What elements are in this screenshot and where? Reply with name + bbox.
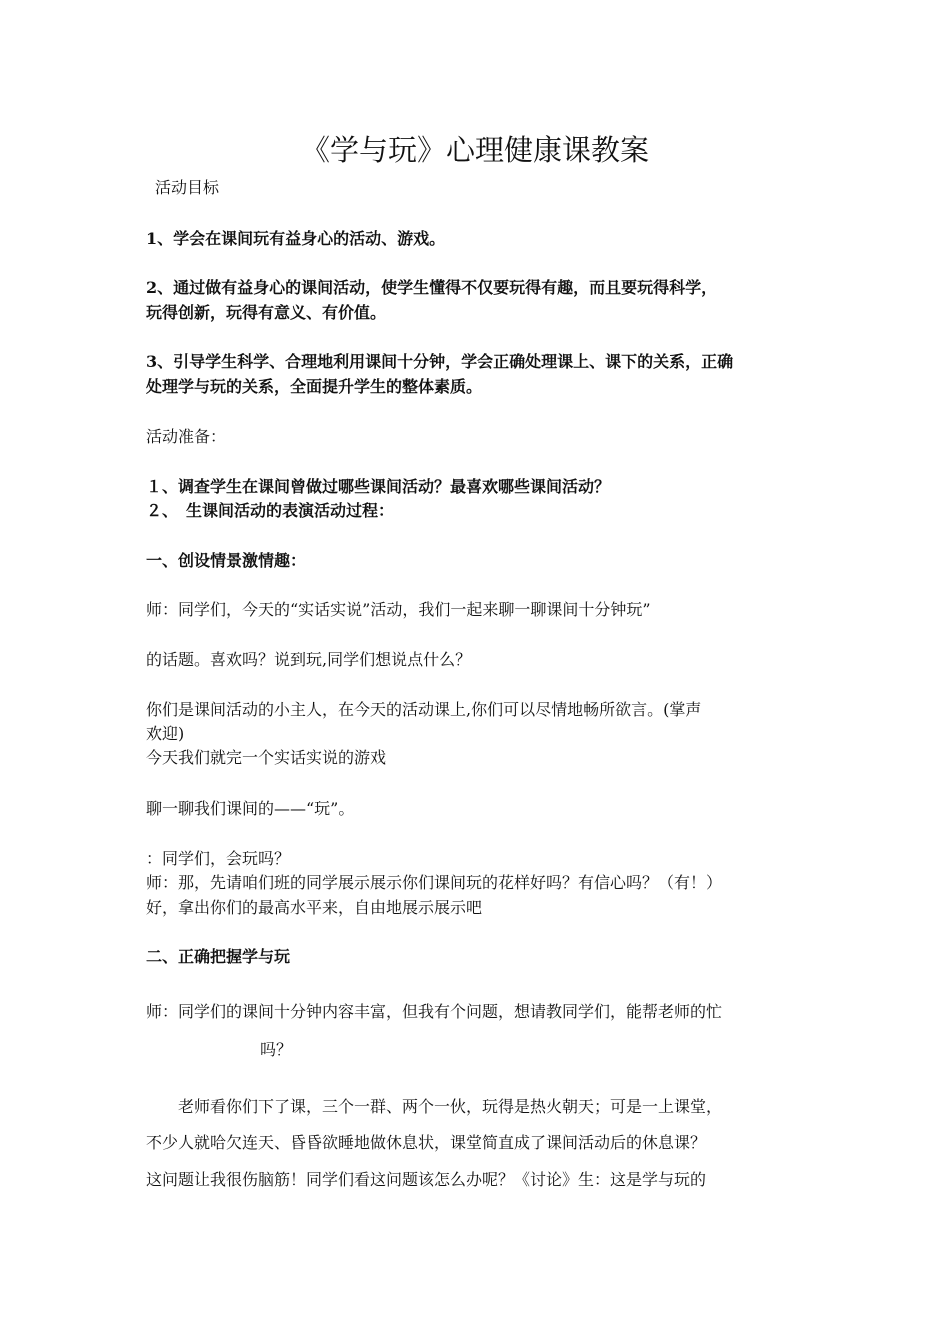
goal-2-line-1: 2、通过做有益身心的课间活动，使学生懂得不仅要玩得有趣，而且要玩得科学， (146, 278, 718, 297)
paragraph-9-line-3: 这问题让我很伤脑筋！同学们看这问题该怎么办呢？《讨论》生：这是学与玩的 (146, 1170, 707, 1189)
paragraph-8-line-1: 师：同学们的课间十分钟内容丰富，但我有个问题，想请教同学们，能帮老师的忙 (146, 1002, 723, 1021)
paragraph-5: 聊一聊我们课间的——“玩”。 (146, 799, 355, 818)
paragraph-3-line-2: 欢迎) (146, 724, 185, 743)
goal-3-line-1: 3、引导学生科学、合理地利用课间十分钟，学会正确处理课上、课下的关系，正确 (146, 352, 734, 371)
document-title: 《学与玩》心理健康课教案 (300, 133, 649, 167)
paragraph-4: 今天我们就完一个实话实说的游戏 (146, 748, 387, 767)
paragraph-8-line-2: 吗？ (260, 1040, 293, 1059)
paragraph-1: 师：同学们，今天的“实话实说”活动，我们一起来聊一聊课间十分钟玩” (146, 600, 651, 619)
paragraph-2: 的话题。喜欢吗？说到玩,同学们想说点什么？ (146, 650, 472, 669)
prep-item-1: １、调查学生在课间曾做过哪些课间活动？最喜欢哪些课间活动？ (146, 477, 611, 496)
paragraph-6: ：同学们，会玩吗？ (146, 849, 291, 868)
section-prep-heading: 活动准备： (146, 427, 227, 446)
paragraph-7-line-1: 师：那，先请咱们班的同学展示展示你们课间玩的花样好吗？有信心吗？（有！） (146, 873, 723, 892)
paragraph-3-line-1: 你们是课间活动的小主人，在今天的活动课上,你们可以尽情地畅所欲言。(掌声 (146, 700, 702, 719)
goal-1: 1、学会在课间玩有益身心的活动、游戏。 (146, 229, 446, 248)
part-1-heading: 一、创设情景激情趣： (146, 551, 307, 570)
prep-item-2: ２、 生课间活动的表演活动过程： (146, 501, 395, 520)
goal-3-line-2: 处理学与玩的关系，全面提升学生的整体素质。 (146, 377, 483, 396)
part-2-heading: 二、正确把握学与玩 (146, 947, 291, 966)
paragraph-9-line-2: 不少人就哈欠连天、昏昏欲睡地做休息状，课堂简直成了课间活动后的休息课？ (146, 1133, 707, 1152)
paragraph-7-line-2: 好，拿出你们的最高水平来，自由地展示展示吧 (146, 898, 483, 917)
section-goals-heading: 活动目标 (155, 178, 220, 197)
goal-2-line-2: 玩得创新，玩得有意义、有价值。 (146, 303, 387, 322)
paragraph-9-line-1: 老师看你们下了课，三个一群、两个一伙，玩得是热火朝天；可是一上课堂， (178, 1097, 723, 1116)
